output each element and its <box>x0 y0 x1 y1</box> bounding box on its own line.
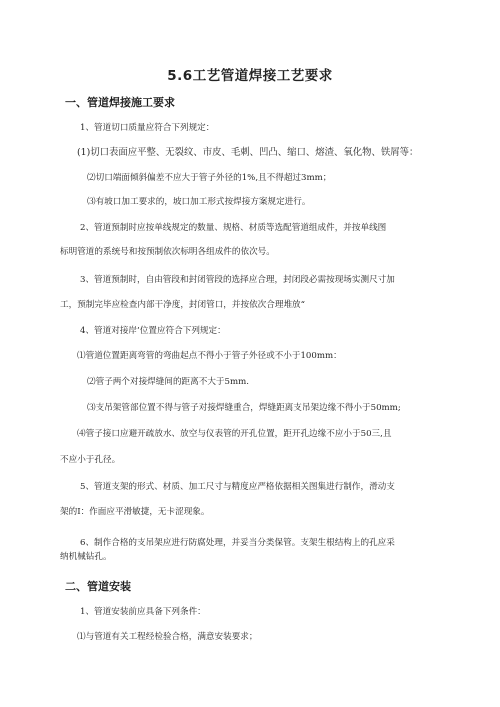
paragraph-line: ⑵管子两个对接焊缝间的距离不大于5mm. <box>87 377 249 387</box>
paragraph-line: 1、管道安装前应具备下列条件： <box>80 607 206 617</box>
paragraph-line: ⑵切口端面倾斜偏差不应大于管子外径的1%,且不得超过3mm； <box>87 173 332 183</box>
paragraph-line: 工，预制完毕应检查内部干净度，封闭管口，并按依次合理堆放“ <box>60 300 306 310</box>
paragraph-line: 不应小于孔径。 <box>60 455 121 465</box>
paragraph-line: ⑶有坡口加工要求的，坡口加工形式按焊接方案规定进行。 <box>87 197 311 207</box>
paragraph-line: 1、管道切口质量应符合下列规定： <box>80 123 215 133</box>
page-title: 5.6工艺管道焊接工艺要求 <box>167 68 333 84</box>
paragraph-line: 纳机械钻孔。 <box>60 552 112 562</box>
paragraph-line: 6、制作合格的支吊架应进行防腐处理，并妥当分类保管。支架生根结构上的孔应采 <box>80 538 395 548</box>
paragraph-line: 架的I：作面应平滑敏捷，无卡涩现象。 <box>60 507 210 517</box>
paragraph-line: ⑷管子接口应避开疏放水、放空与仪表管的开孔位置，距开孔边缘不应小于50三,且 <box>77 429 392 439</box>
paragraph-line: 3、管道预制时，自由管段和封闭管段的选择应合理，封闭段必需按现场实测尺寸加 <box>80 275 395 285</box>
paragraph-line: 4、管道对接岸’位置应符合下列规定： <box>80 326 226 336</box>
paragraph-line: ⑶支吊架管部位置不得与管子对接焊缝重合，焊缝距离支吊架边缘不得小于50mm; <box>87 403 401 413</box>
paragraph-line: 2、管道预制时应按单线规定的数量、规格、材质等选配管道组成件，并按单线图 <box>80 223 387 233</box>
section-heading-2: 二、管道安装 <box>65 580 131 593</box>
section-heading-1: 一、管道焊接施工要求 <box>65 96 175 109</box>
paragraph-line: ⑴与管道有关工程经检验合格，满意安装要求； <box>77 632 258 642</box>
paragraph-line: ⑴管道位置距离弯管的弯曲起点不得小于管子外径或不小于100mm： <box>77 351 342 361</box>
paragraph-line: 标明管道的系统号和按预制依次标明各组成件的依次号。 <box>60 247 275 257</box>
paragraph-line: 5、管道支架的形式、材质、加工尺寸与精度应严格依据相关图集进行制作，滑动支 <box>80 482 395 492</box>
paragraph-line: (1)切口表面应平整、无裂纹、市皮、毛刺、凹凸、缩口、熔渣、氧化物、铁屑等： <box>77 147 419 158</box>
